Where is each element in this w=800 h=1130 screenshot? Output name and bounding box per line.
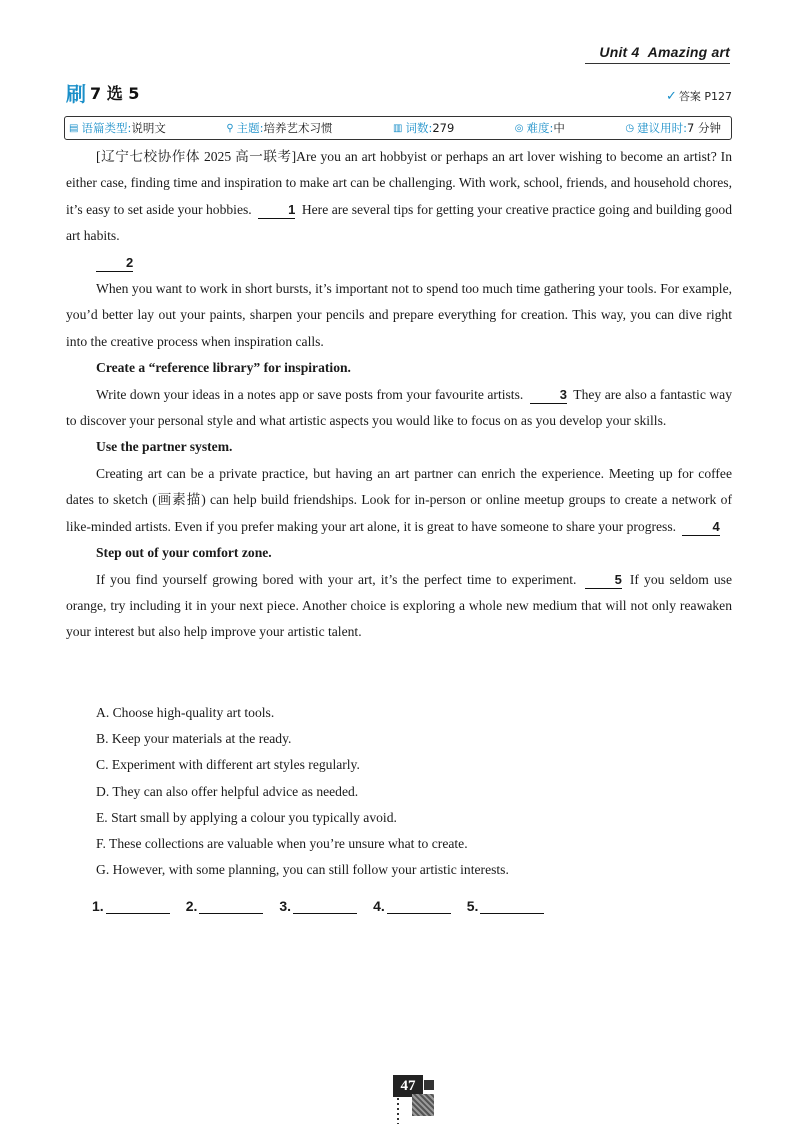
difficulty-icon: ◎ bbox=[514, 122, 524, 134]
info-word-count: ▥ 词数: 279 bbox=[393, 121, 455, 135]
answer-line-3[interactable] bbox=[293, 898, 357, 914]
section-mark-icon: 刷 bbox=[66, 82, 86, 106]
heading-comfort-zone: Step out of your comfort zone. bbox=[96, 545, 272, 561]
option-a: A. Choose high-quality art tools. bbox=[96, 705, 275, 720]
header-rule bbox=[585, 63, 730, 64]
blank-2-line bbox=[66, 250, 732, 276]
unit-label: Unit 4 bbox=[599, 44, 640, 60]
reading-passage bbox=[66, 144, 732, 646]
page-number: 47 bbox=[393, 1075, 423, 1097]
option-b: B. Keep your materials at the ready. bbox=[96, 731, 292, 747]
paragraph-4: Creating art can be a private practice, but having an art partner can enrich the experience. Meeting up for coffee dates to sketch (画素描) can help build friendships. Look for in-person or online meetup groups to create a network of like-minded artists. Even if you prefer making your art alone, it is great to have someone to share your progress. 4 bbox=[66, 465, 732, 534]
section-title-text: 7 选 5 bbox=[90, 84, 140, 103]
blank-1[interactable]: 1 bbox=[258, 202, 295, 219]
answer-row bbox=[92, 898, 560, 914]
answer-slot-5: 5. bbox=[467, 898, 545, 914]
heading-reference-library: Create a “reference library” for inspiration. bbox=[96, 360, 351, 376]
option-g: G. However, with some planning, you can still follow your artistic interests. bbox=[96, 862, 509, 878]
paragraph-1: [辽宁七校协作体 2025 高一联考]Are you an art hobbyist or perhaps an art lover wishing to become an artist? In either case, finding time and inspiration to make art can be challenging. With work, school, friends, and household chores, it’s easy to set aside your hobbies. 1 Here are several tips for getting your creative practice going and building good art habits. bbox=[66, 149, 733, 244]
page-decoration-pattern bbox=[412, 1094, 434, 1116]
option-f: F. These collections are valuable when you’re unsure what to create. bbox=[96, 836, 468, 852]
heading-partner-system: Use the partner system. bbox=[96, 439, 233, 455]
answer-line-2[interactable] bbox=[199, 898, 263, 914]
paragraph-3: Write down your ideas in a notes app or save posts from your favourite artists. 3 They are also a fantastic way to discover your personal style and what artistic aspects you would like to focus on as you develop your skills. bbox=[66, 386, 733, 429]
answer-slot-2: 2. bbox=[186, 898, 264, 914]
info-topic: ⚲ 主题: 培养艺术习惯 bbox=[226, 121, 333, 135]
page-decoration-dots bbox=[397, 1098, 399, 1124]
magnifier-icon: ⚲ bbox=[226, 122, 234, 134]
info-time: ◷ 建议用时: 7 分钟 bbox=[625, 121, 721, 135]
paragraph-5: If you find yourself growing bored with your art, it’s the perfect time to experiment. 5 If you seldom use orange, try including it in your next piece. Another choice is exploring a whole new medium that will not only reawaken your interest but also help improve your artistic talent. bbox=[66, 571, 732, 640]
info-genre: ▤ 语篇类型: 说明文 bbox=[69, 121, 166, 135]
blank-4[interactable]: 4 bbox=[682, 519, 719, 536]
clock-icon: ◷ bbox=[625, 122, 635, 134]
answer-reference bbox=[666, 88, 732, 104]
answer-line-4[interactable] bbox=[387, 898, 451, 914]
source-tag: [辽宁七校协作体 2025 高一联考] bbox=[96, 149, 297, 164]
option-list bbox=[96, 700, 736, 883]
answer-line-1[interactable] bbox=[106, 898, 170, 914]
blank-2[interactable]: 2 bbox=[96, 255, 133, 272]
unit-title: Amazing art bbox=[647, 44, 730, 60]
answer-slot-1: 1. bbox=[92, 898, 170, 914]
blank-3[interactable]: 3 bbox=[530, 387, 567, 404]
option-d: D. They can also offer helpful advice as needed. bbox=[96, 783, 359, 799]
document-icon: ▤ bbox=[69, 122, 79, 134]
info-bar bbox=[64, 116, 732, 140]
paragraph-2: When you want to work in short bursts, it’s important not to spend too much time gathering your tools. For example, you’d better lay out your paints, sharpen your pencils and prepare everything for creation. This way, you can dive right into the creative process when inspiration calls. bbox=[66, 281, 732, 349]
answer-slot-4: 4. bbox=[373, 898, 451, 914]
answer-line-5[interactable] bbox=[480, 898, 544, 914]
book-icon: ▥ bbox=[393, 122, 403, 134]
option-e: E. Start small by applying a colour you typically avoid. bbox=[96, 809, 397, 825]
info-difficulty: ◎ 难度: 中 bbox=[514, 121, 565, 135]
answer-slot-3: 3. bbox=[279, 898, 357, 914]
unit-header bbox=[599, 44, 730, 60]
section-title bbox=[66, 78, 139, 107]
checkmark-icon: ✓ bbox=[665, 88, 677, 104]
blank-5[interactable]: 5 bbox=[585, 572, 622, 589]
page-decoration bbox=[424, 1080, 434, 1090]
option-c: C. Experiment with different art styles regularly. bbox=[96, 757, 360, 773]
answer-ref-text: 答案 P127 bbox=[678, 90, 732, 103]
